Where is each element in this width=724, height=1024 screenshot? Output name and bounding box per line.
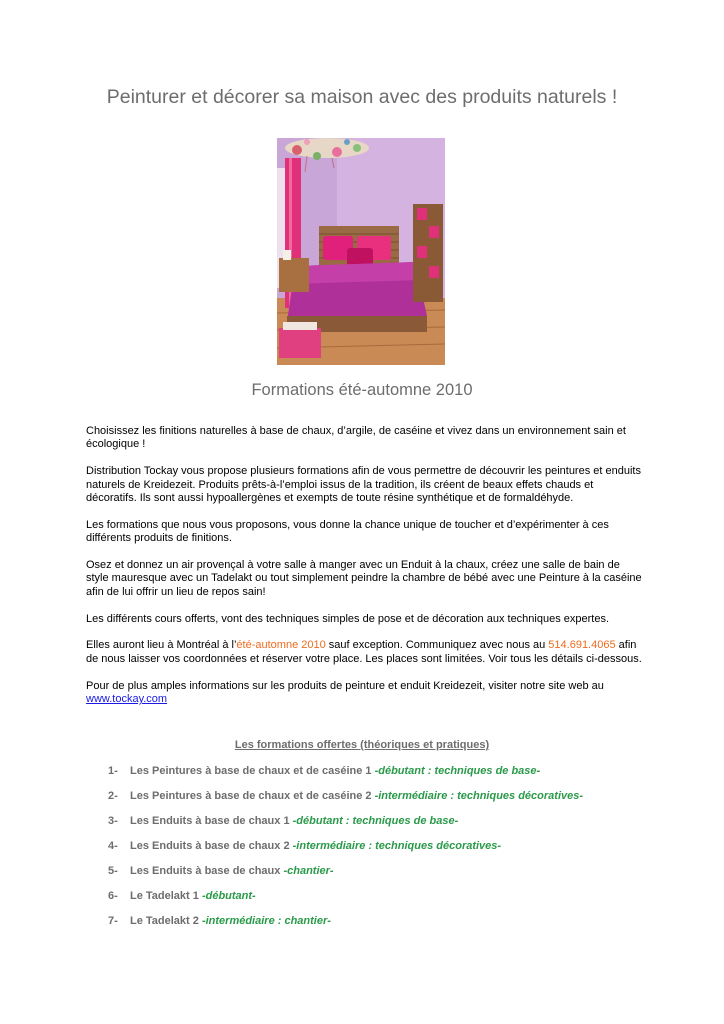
contact-text: sauf exception. Communiquez avec nous au <box>325 639 549 652</box>
contact-text: afin de nous laisser vos coordonnées et réserver votre place. Les places sont limitées. Voir tous les détails ci-dessous. <box>86 639 642 665</box>
course-name: Les Enduits à base de chaux 2 <box>130 840 293 852</box>
course-number: 1- <box>108 765 118 777</box>
course-level: -débutant : techniques de base- <box>292 815 459 827</box>
course-level: -débutant : techniques de base- <box>374 765 541 777</box>
courses-list <box>108 765 583 940</box>
course-level: -intermédiaire : techniques décoratives- <box>374 790 584 802</box>
body-text <box>86 425 642 720</box>
course-number: 3- <box>108 815 118 827</box>
course-level: -intermédiaire : chantier- <box>201 915 331 927</box>
course-name: Le Tadelakt 1 <box>130 890 202 902</box>
contact-text: Elles auront lieu à Montréal à l’ <box>86 639 237 652</box>
season-highlight: été-automne 2010 <box>236 639 326 652</box>
section-title: Formations été-automne 2010 <box>251 381 473 399</box>
list-item <box>108 915 583 940</box>
course-number: 2- <box>108 790 118 802</box>
list-item <box>108 790 583 815</box>
course-name: Les Peintures à base de chaux et de caséine 2 <box>130 790 375 802</box>
paragraph: Distribution Tockay vous propose plusieurs formations afin de vous permettre de découvrir les peintures et enduits naturels de Kreidezeit. Produits prêts-à-l’emploi issus de la tradition, ils créent de beaux effets chauds et décoratifs. Ils sont aussi hypoallergènes et exempts de toute résine synthétique et de formaldéhyde. <box>86 465 641 505</box>
paragraph: Les formations que nous vous proposons, vous donne la chance unique de toucher et d’expérimenter à ces différents produits de finitions. <box>86 518 609 545</box>
list-item <box>108 890 583 915</box>
list-item <box>108 865 583 890</box>
list-item <box>108 815 583 840</box>
website-link[interactable]: www.tockay.com <box>86 693 168 706</box>
course-number: 4- <box>108 840 118 852</box>
phone-number: 514.691.4065 <box>548 639 616 652</box>
paragraph: Les différents cours offerts, vont des techniques simples de pose et de décoration aux techniques expertes. <box>86 612 610 625</box>
bedroom-photo <box>277 138 445 365</box>
course-number: 6- <box>108 890 118 902</box>
course-name: Les Peintures à base de chaux et de caséine 1 <box>130 765 375 777</box>
course-level: -débutant- <box>201 890 256 902</box>
website-text: Pour de plus amples informations sur les produits de peinture et enduit Kreidezeit, visiter notre site web au <box>86 679 604 692</box>
course-name: Les Enduits à base de chaux <box>130 865 284 877</box>
course-name: Le Tadelakt 2 <box>130 915 202 927</box>
paragraph-contact <box>86 639 642 666</box>
list-item <box>108 840 583 865</box>
paragraph-website <box>86 680 642 707</box>
paragraph: Choisissez les finitions naturelles à base de chaux, d’argile, de caséine et vivez dans un environnement sain et écologique ! <box>86 425 626 451</box>
list-item <box>108 765 583 790</box>
course-number: 7- <box>108 915 118 927</box>
course-name: Les Enduits à base de chaux 1 <box>130 815 293 827</box>
course-level: -intermédiaire : techniques décoratives- <box>292 840 502 852</box>
courses-title: Les formations offertes (théoriques et pratiques) <box>234 739 490 751</box>
paragraph: Osez et donnez un air provençal à votre salle à manger avec un Enduit à la chaux, créez une salle de bain de style mauresque avec un Tadelakt ou tout simplement peindre la chambre de bébé avec une Peinture à la caséine afin de lui offrir un lieu de repos sain! <box>86 559 642 598</box>
course-number: 5- <box>108 865 118 877</box>
page-title: Peinturer et décorer sa maison avec des produits naturels ! <box>106 86 618 108</box>
course-level: -chantier- <box>283 865 334 877</box>
